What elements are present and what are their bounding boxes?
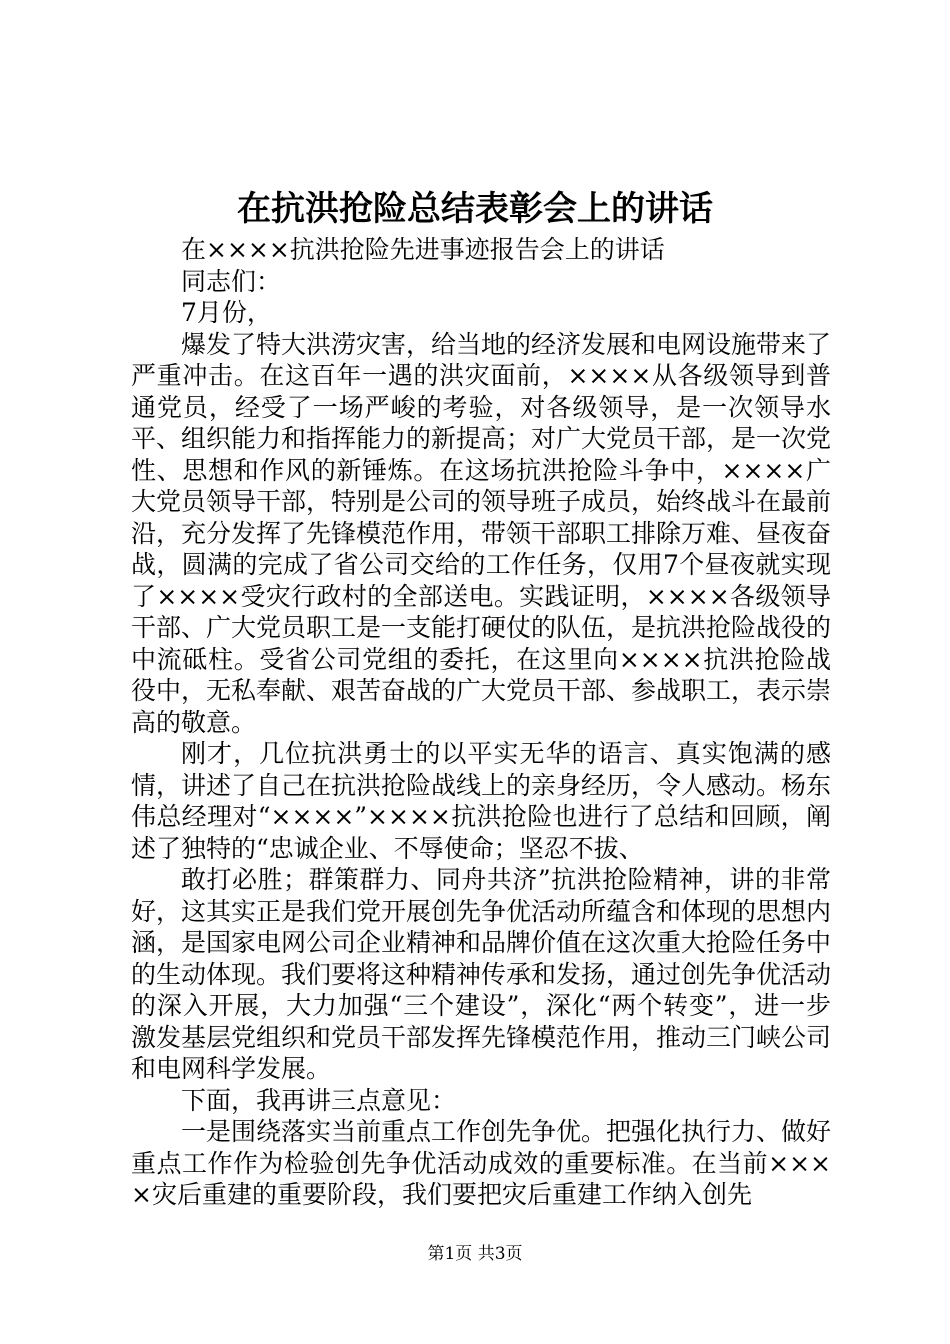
- paragraph-three-points-intro: 下面，我再讲三点意见：: [181, 1085, 457, 1115]
- page-indicator: 第1页 共3页: [427, 1244, 523, 1264]
- document-title: 在抗洪抢险总结表彰会上的讲话: [237, 189, 713, 229]
- document-body: [131, 234, 831, 1211]
- paragraph-point-one: 一是围绕落实当前重点工作创先争优。把强化执行力、做好重点工作作为检验创先争优活动成效的重要标准。在当前××××灾后重建的重要阶段，我们要把灾后重建工作纳入创先: [131, 1117, 832, 1209]
- paragraph-flood-spirit: 敢打必胜；群策群力、同舟共济”抗洪抢险精神，讲的非常好，这其实正是我们党开展创先争优活动所蕴含和体现的思想内涵，是国家电网公司企业精神和品牌价值在这次重大抢险任务中的生动体现。我们要将这种精神传承和发扬，通过创先争优活动的深入开展，大力加强“三个建设”，深化“两个转变”，进一步激发基层党组织和党员干部发挥先锋模范作用，推动三门峡公司和电网科学发展。: [131, 865, 832, 1083]
- paragraph-heroes-reports: 刚才，几位抗洪勇士的以平实无华的语言、真实饱满的感情，讲述了自己在抗洪抢险战线上的亲身经历，令人感动。杨东伟总经理对“××××”××××抗洪抢险也进行了总结和回顾，阐述了独特的“忠诚企业、不辱使命；坚忍不拔、: [131, 739, 832, 863]
- paragraph-flood-overview: 爆发了特大洪涝灾害，给当地的经济发展和电网设施带来了严重冲击。在这百年一遇的洪灾面前，××××从各级领导到普通党员，经受了一场严峻的考验，对各级领导，是一次领导水平、组织能力和指挥能力的新提高；对广大党员干部，是一次党性、思想和作风的新锤炼。在这场抗洪抢险斗争中，××××广大党员领导干部，特别是公司的领导班子成员，始终战斗在最前沿，充分发挥了先锋模范作用，带领干部职工排除万难、昼夜奋战，圆满的完成了省公司交给的工作任务，仅用7个昼夜就实现了××××受灾行政村的全部送电。实践证明，××××各级领导干部、广大党员职工是一支能打硬仗的队伍，是抗洪抢险战役的中流砥柱。受省公司党组的委托，在这里向××××抗洪抢险战役中，无私奉献、艰苦奋战的广大党员干部、参战职工，表示崇高的敬意。: [131, 329, 832, 737]
- paragraph-date: 7月份，: [181, 298, 272, 327]
- paragraph-salutation: 同志们：: [181, 266, 282, 296]
- paragraph-report-title: 在××××抗洪抢险先进事迹报告会上的讲话: [181, 235, 665, 264]
